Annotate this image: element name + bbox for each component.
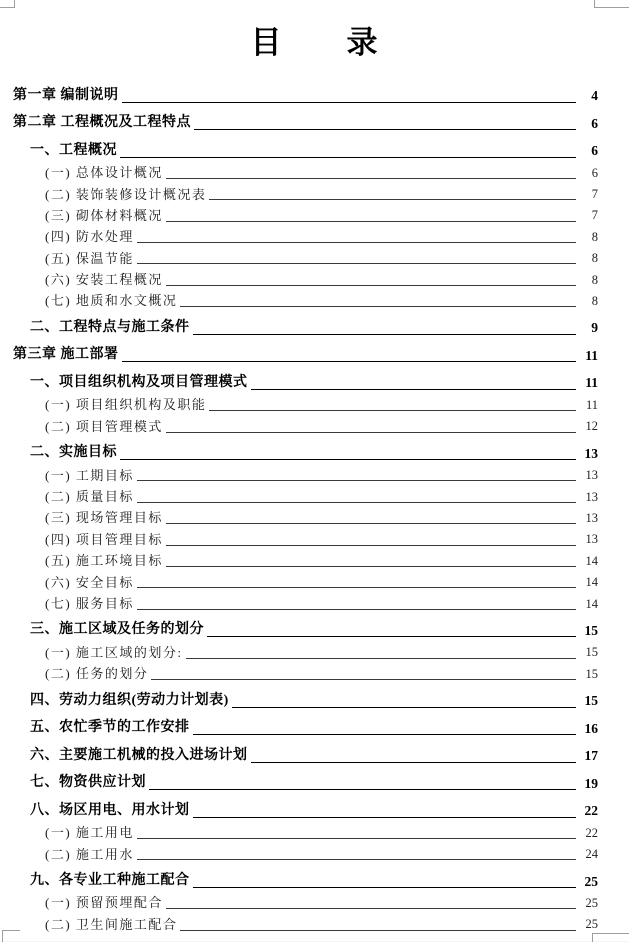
toc-entry[interactable] [13,791,598,819]
toc-entry[interactable] [13,391,598,412]
toc-entry[interactable] [13,568,598,589]
toc-entry[interactable] [13,681,598,709]
toc-leader-line [209,199,576,200]
toc-entry-label: 第一章 编制说明 [13,87,119,103]
toc-entry[interactable] [13,76,598,104]
toc-page-number: 24 [585,847,598,862]
toc-entry[interactable] [13,709,598,737]
toc-page-number: 13 [584,445,598,461]
toc-page-number: 8 [591,229,598,244]
toc-entry[interactable] [13,201,598,222]
toc-page-number: 7 [591,208,598,223]
toc-entry-label: (二) 装饰装修设计概况表 [45,186,207,202]
toc-entry[interactable] [13,638,598,659]
toc-entry[interactable] [13,660,598,681]
toc-page-number: 17 [584,748,598,764]
toc-page-number: 15 [584,693,598,709]
toc-leader-line [137,609,576,610]
toc-entry-label: (三) 现场管理目标 [45,510,163,526]
toc-page-number: 25 [584,873,598,889]
toc-leader-line [193,887,577,888]
toc-entry-label: 三、施工区域及任务的划分 [30,622,204,638]
toc-entry-label: (七) 服务目标 [45,595,134,611]
toc-entry[interactable] [13,363,598,391]
toc-page-number: 4 [591,88,598,104]
toc-entry-label: (二) 质量目标 [45,489,134,505]
toc-entry-label: 第三章 施工部署 [13,347,119,363]
toc-entry-label: (一) 施工区域的划分: [45,644,183,660]
toc-entry-label: (七) 地质和水文概况 [45,293,178,309]
toc-entry-label: 第二章 工程概况及工程特点 [13,115,191,131]
toc-page-number: 14 [585,596,598,611]
toc-page-number: 12 [585,419,598,434]
toc-leader-line [180,306,576,307]
toc-entry[interactable] [13,104,598,132]
toc-leader-line [151,679,576,680]
toc-page-number: 13 [585,510,598,525]
toc-entry-label: (二) 卫生间施工配合 [45,916,178,932]
toc-leader-line [166,285,576,286]
toc-entry[interactable] [13,244,598,265]
toc-entry[interactable] [13,504,598,525]
toc-leader-line [137,587,576,588]
toc-entry[interactable] [13,861,598,889]
toc-entry-label: (二) 项目管理模式 [45,418,163,434]
toc-entry-label: 一、项目组织机构及项目管理模式 [30,374,248,390]
toc-leader-line [137,242,576,243]
toc-leader-line [137,263,576,264]
toc-entry[interactable] [13,840,598,861]
toc-leader-line [137,838,576,839]
page-title: 目 录 [250,25,379,60]
toc-entry-label: 九、各专业工种施工配合 [30,872,190,888]
toc-leader-line [166,566,576,567]
toc-leader-line [122,102,577,103]
toc-page-number: 25 [585,895,598,910]
toc-entry[interactable] [13,547,598,568]
toc-page-number: 7 [591,187,598,202]
toc-page-number: 8 [591,251,598,266]
toc-leader-line [137,480,576,481]
toc-entry-label: 二、实施目标 [30,445,117,461]
toc-entry-label: (五) 保温节能 [45,250,134,266]
toc-page-number: 6 [591,143,598,159]
toc-entry[interactable] [13,764,598,792]
toc-leader-line [122,361,577,362]
toc-page-number: 11 [585,347,598,363]
toc-entry[interactable] [13,736,598,764]
toc-page-number: 11 [585,375,598,391]
toc-entry-label: 五、农忙季节的工作安排 [30,720,190,736]
toc-leader-line [166,178,576,179]
toc-entry[interactable] [13,412,598,433]
text-boundary-mark-top-left [0,0,15,8]
toc-entry[interactable] [13,336,598,364]
toc-entry[interactable] [13,434,598,462]
toc-entry-label: (一) 项目组织机构及职能 [45,397,207,413]
toc-entry-label: (六) 安全目标 [45,574,134,590]
toc-entry[interactable] [13,819,598,840]
toc-page-number: 22 [585,825,598,840]
toc-entry[interactable] [13,308,598,336]
toc-leader-line [186,658,576,659]
toc-page-number: 16 [584,720,598,736]
toc-leader-line [166,908,576,909]
toc-leader-line [137,859,576,860]
toc-leader-line [193,334,577,335]
toc-page-number: 13 [585,468,598,483]
toc-entry[interactable] [13,589,598,610]
toc-entry-label: (一) 施工用电 [45,825,134,841]
toc-page-number: 25 [585,917,598,932]
text-boundary-mark-bottom-left [2,930,20,942]
toc-entry[interactable] [13,265,598,286]
toc-entry-label: 六、主要施工机械的投入进场计划 [30,747,248,763]
toc-entry[interactable] [13,287,598,308]
toc-leader-line [137,502,576,503]
toc-leader-line [180,930,576,931]
toc-entry[interactable] [13,525,598,546]
toc-entry[interactable] [13,482,598,503]
toc-entry-label: 一、工程概况 [30,142,117,158]
toc-entry-label: (二) 施工用水 [45,846,134,862]
text-boundary-mark-top-right [594,0,629,8]
toc-page-number: 14 [585,553,598,568]
toc-entry[interactable] [13,159,598,180]
toc-page-number: 13 [585,489,598,504]
toc-leader-line [193,817,577,818]
toc-leader-line [251,389,577,390]
toc-entry-label: 八、场区用电、用水计划 [30,802,190,818]
toc-entry-label: 四、劳动力组织(劳动力计划表) [30,692,229,708]
toc-page-number: 11 [585,397,598,412]
toc-leader-line [120,157,576,158]
toc-entry-label: (六) 安装工程概况 [45,272,163,288]
toc-leader-line [251,762,577,763]
toc-page-number: 19 [584,775,598,791]
toc-entry[interactable] [13,131,598,159]
toc-page-number: 6 [591,165,598,180]
toc-entry-label: (三) 砌体材料概况 [45,207,163,223]
toc-entry-label: (四) 项目管理目标 [45,531,163,547]
toc-entry-label: (一) 工期目标 [45,467,134,483]
toc-entry-label: (一) 总体设计概况 [45,165,163,181]
toc-entry-label: 二、工程特点与施工条件 [30,319,190,335]
toc-entry[interactable] [13,611,598,639]
toc-entry[interactable] [13,180,598,201]
toc-page-number: 14 [585,575,598,590]
toc-leader-line [194,129,576,130]
toc-leader-line [209,410,576,411]
toc-page-number: 6 [591,115,598,131]
toc-entry-label: (五) 施工环境目标 [45,553,163,569]
toc-leader-line [166,545,576,546]
toc-entry[interactable] [13,910,598,931]
toc-page-number: 8 [591,293,598,308]
toc-page-number: 15 [585,645,598,660]
toc-leader-line [166,432,576,433]
toc-leader-line [232,707,576,708]
toc-entry-label: 七、物资供应计划 [30,775,146,791]
toc-leader-line [166,221,576,222]
toc-page-number: 8 [591,272,598,287]
toc-page-number: 15 [584,622,598,638]
toc-entry-label: (一) 预留预埋配合 [45,895,163,911]
toc-leader-line [149,789,576,790]
toc-leader-line [166,523,576,524]
toc-page-number: 15 [585,666,598,681]
toc-entry[interactable] [13,461,598,482]
toc-entry[interactable] [13,889,598,910]
toc-page-number: 13 [585,532,598,547]
toc-list [13,76,598,932]
toc-entry-label: (四) 防水处理 [45,229,134,245]
toc-leader-line [120,459,576,460]
toc-page-number: 22 [584,803,598,819]
toc-leader-line [207,636,576,637]
toc-entry-label: (二) 任务的划分 [45,666,149,682]
toc-page-number: 9 [591,320,598,336]
toc-entry[interactable] [13,223,598,244]
toc-leader-line [193,734,577,735]
